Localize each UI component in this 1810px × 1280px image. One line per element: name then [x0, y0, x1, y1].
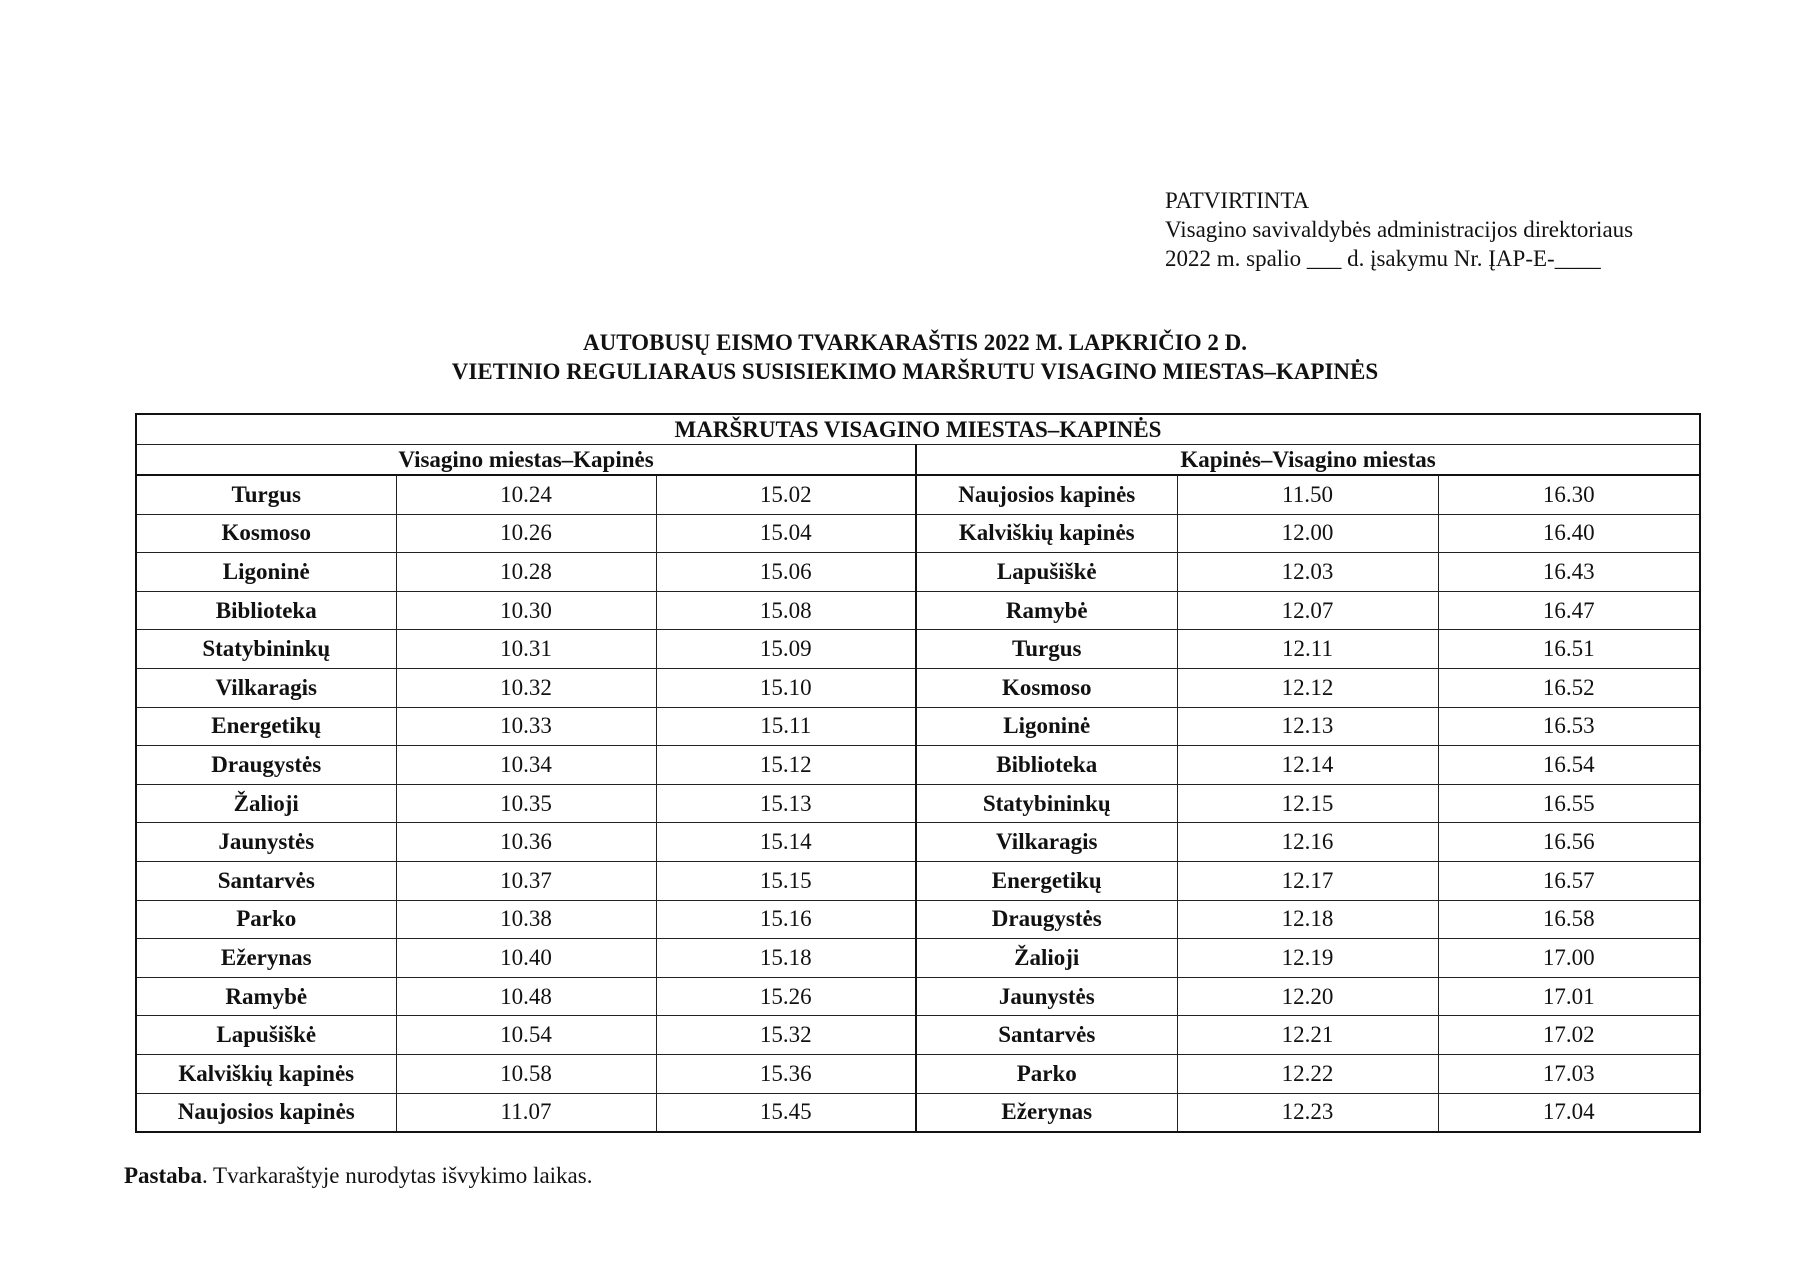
return-stop-name: Jaunystės — [916, 977, 1177, 1016]
outbound-stop-name: Draugystės — [136, 746, 396, 785]
outbound-departure-2: 15.13 — [656, 784, 916, 823]
return-departure-1: 12.18 — [1177, 900, 1438, 939]
outbound-departure-2: 15.45 — [656, 1093, 916, 1132]
outbound-departure-1: 11.07 — [396, 1093, 656, 1132]
outbound-stop-name: Energetikų — [136, 707, 396, 746]
document-title — [0, 328, 1810, 386]
outbound-departure-1: 10.40 — [396, 939, 656, 978]
return-stop-name: Energetikų — [916, 861, 1177, 900]
return-departure-2: 17.00 — [1438, 939, 1700, 978]
return-stop-name: Biblioteka — [916, 746, 1177, 785]
outbound-departure-2: 15.36 — [656, 1054, 916, 1093]
outbound-departure-2: 15.08 — [656, 591, 916, 630]
return-departure-1: 12.22 — [1177, 1054, 1438, 1093]
outbound-departure-1: 10.48 — [396, 977, 656, 1016]
return-departure-2: 16.54 — [1438, 746, 1700, 785]
return-departure-1: 12.07 — [1177, 591, 1438, 630]
return-departure-2: 17.01 — [1438, 977, 1700, 1016]
table-row — [136, 784, 1700, 823]
return-departure-1: 12.00 — [1177, 514, 1438, 553]
outbound-departure-2: 15.26 — [656, 977, 916, 1016]
outbound-departure-1: 10.31 — [396, 630, 656, 669]
outbound-departure-1: 10.24 — [396, 475, 656, 514]
outbound-departure-2: 15.18 — [656, 939, 916, 978]
return-departure-1: 12.20 — [1177, 977, 1438, 1016]
table-row — [136, 823, 1700, 862]
outbound-departure-1: 10.30 — [396, 591, 656, 630]
outbound-departure-2: 15.04 — [656, 514, 916, 553]
return-departure-1: 12.15 — [1177, 784, 1438, 823]
approval-title: PATVIRTINTA — [1165, 188, 1310, 213]
return-departure-1: 11.50 — [1177, 475, 1438, 514]
outbound-departure-1: 10.58 — [396, 1054, 656, 1093]
outbound-stop-name: Turgus — [136, 475, 396, 514]
return-departure-2: 16.53 — [1438, 707, 1700, 746]
return-departure-2: 16.52 — [1438, 668, 1700, 707]
outbound-stop-name: Žalioji — [136, 784, 396, 823]
outbound-departure-1: 10.35 — [396, 784, 656, 823]
table-row — [136, 1093, 1700, 1132]
return-departure-1: 12.19 — [1177, 939, 1438, 978]
footnote — [124, 1161, 592, 1190]
return-stop-name: Naujosios kapinės — [916, 475, 1177, 514]
return-departure-1: 12.16 — [1177, 823, 1438, 862]
outbound-departure-1: 10.32 — [396, 668, 656, 707]
return-departure-1: 12.23 — [1177, 1093, 1438, 1132]
return-departure-2: 16.51 — [1438, 630, 1700, 669]
return-stop-name: Kosmoso — [916, 668, 1177, 707]
outbound-stop-name: Ramybė — [136, 977, 396, 1016]
return-departure-2: 16.58 — [1438, 900, 1700, 939]
outbound-departure-2: 15.11 — [656, 707, 916, 746]
direction-header-return: Kapinės–Visagino miestas — [916, 445, 1700, 476]
approval-authority: Visagino savivaldybės administracijos direktoriaus — [1165, 217, 1634, 242]
outbound-departure-1: 10.38 — [396, 900, 656, 939]
outbound-departure-1: 10.28 — [396, 553, 656, 592]
outbound-stop-name: Biblioteka — [136, 591, 396, 630]
return-departure-1: 12.14 — [1177, 746, 1438, 785]
return-stop-name: Lapušiškė — [916, 553, 1177, 592]
outbound-departure-1: 10.54 — [396, 1016, 656, 1055]
return-departure-2: 17.02 — [1438, 1016, 1700, 1055]
table-row — [136, 977, 1700, 1016]
return-stop-name: Kalviškių kapinės — [916, 514, 1177, 553]
outbound-stop-name: Vilkaragis — [136, 668, 396, 707]
return-departure-2: 16.55 — [1438, 784, 1700, 823]
outbound-stop-name: Kalviškių kapinės — [136, 1054, 396, 1093]
table-row — [136, 514, 1700, 553]
schedule-table — [135, 413, 1701, 1133]
outbound-departure-1: 10.37 — [396, 861, 656, 900]
return-stop-name: Statybininkų — [916, 784, 1177, 823]
return-departure-2: 17.03 — [1438, 1054, 1700, 1093]
return-departure-2: 16.56 — [1438, 823, 1700, 862]
outbound-stop-name: Parko — [136, 900, 396, 939]
route-header: MARŠRUTAS VISAGINO MIESTAS–KAPINĖS — [136, 414, 1700, 445]
table-row — [136, 630, 1700, 669]
return-stop-name: Ligoninė — [916, 707, 1177, 746]
outbound-departure-2: 15.09 — [656, 630, 916, 669]
table-row — [136, 475, 1700, 514]
return-departure-2: 16.43 — [1438, 553, 1700, 592]
outbound-departure-2: 15.02 — [656, 475, 916, 514]
table-row — [136, 1016, 1700, 1055]
return-stop-name: Ežerynas — [916, 1093, 1177, 1132]
return-departure-1: 12.17 — [1177, 861, 1438, 900]
return-departure-1: 12.12 — [1177, 668, 1438, 707]
table-row — [136, 707, 1700, 746]
return-stop-name: Draugystės — [916, 900, 1177, 939]
return-departure-2: 16.40 — [1438, 514, 1700, 553]
table-row — [136, 591, 1700, 630]
return-departure-1: 12.13 — [1177, 707, 1438, 746]
table-row — [136, 746, 1700, 785]
outbound-stop-name: Ežerynas — [136, 939, 396, 978]
return-departure-1: 12.11 — [1177, 630, 1438, 669]
return-stop-name: Vilkaragis — [916, 823, 1177, 862]
return-departure-2: 16.57 — [1438, 861, 1700, 900]
outbound-departure-2: 15.15 — [656, 861, 916, 900]
outbound-stop-name: Naujosios kapinės — [136, 1093, 396, 1132]
return-departure-2: 16.47 — [1438, 591, 1700, 630]
direction-header-outbound: Visagino miestas–Kapinės — [136, 445, 916, 476]
table-row — [136, 1054, 1700, 1093]
approval-order: 2022 m. spalio ___ d. įsakymu Nr. ĮAP-E-____ — [1165, 246, 1601, 271]
return-stop-name: Ramybė — [916, 591, 1177, 630]
outbound-departure-1: 10.36 — [396, 823, 656, 862]
table-row — [136, 553, 1700, 592]
table-row — [136, 900, 1700, 939]
document-title-line-2: VIETINIO REGULIARAUS SUSISIEKIMO MARŠRUTU VISAGINO MIESTAS–KAPINĖS — [451, 359, 1379, 384]
outbound-stop-name: Statybininkų — [136, 630, 396, 669]
outbound-stop-name: Lapušiškė — [136, 1016, 396, 1055]
table-row — [136, 861, 1700, 900]
outbound-stop-name: Ligoninė — [136, 553, 396, 592]
return-stop-name: Žalioji — [916, 939, 1177, 978]
outbound-departure-1: 10.33 — [396, 707, 656, 746]
return-departure-2: 17.04 — [1438, 1093, 1700, 1132]
outbound-departure-2: 15.10 — [656, 668, 916, 707]
approval-block — [1165, 186, 1633, 273]
return-stop-name: Parko — [916, 1054, 1177, 1093]
footnote-label: Pastaba — [124, 1163, 202, 1188]
outbound-departure-2: 15.12 — [656, 746, 916, 785]
return-departure-1: 12.03 — [1177, 553, 1438, 592]
table-row — [136, 939, 1700, 978]
document-title-line-1: AUTOBUSŲ EISMO TVARKARAŠTIS 2022 M. LAPKRIČIO 2 D. — [583, 330, 1247, 355]
outbound-departure-1: 10.34 — [396, 746, 656, 785]
outbound-stop-name: Jaunystės — [136, 823, 396, 862]
outbound-departure-2: 15.32 — [656, 1016, 916, 1055]
schedule-body — [136, 475, 1700, 1132]
outbound-stop-name: Kosmoso — [136, 514, 396, 553]
table-row — [136, 668, 1700, 707]
outbound-departure-2: 15.14 — [656, 823, 916, 862]
return-stop-name: Turgus — [916, 630, 1177, 669]
outbound-stop-name: Santarvės — [136, 861, 396, 900]
outbound-departure-1: 10.26 — [396, 514, 656, 553]
return-departure-2: 16.30 — [1438, 475, 1700, 514]
footnote-text: . Tvarkaraštyje nurodytas išvykimo laikas. — [201, 1163, 593, 1188]
return-stop-name: Santarvės — [916, 1016, 1177, 1055]
return-departure-1: 12.21 — [1177, 1016, 1438, 1055]
outbound-departure-2: 15.06 — [656, 553, 916, 592]
outbound-departure-2: 15.16 — [656, 900, 916, 939]
